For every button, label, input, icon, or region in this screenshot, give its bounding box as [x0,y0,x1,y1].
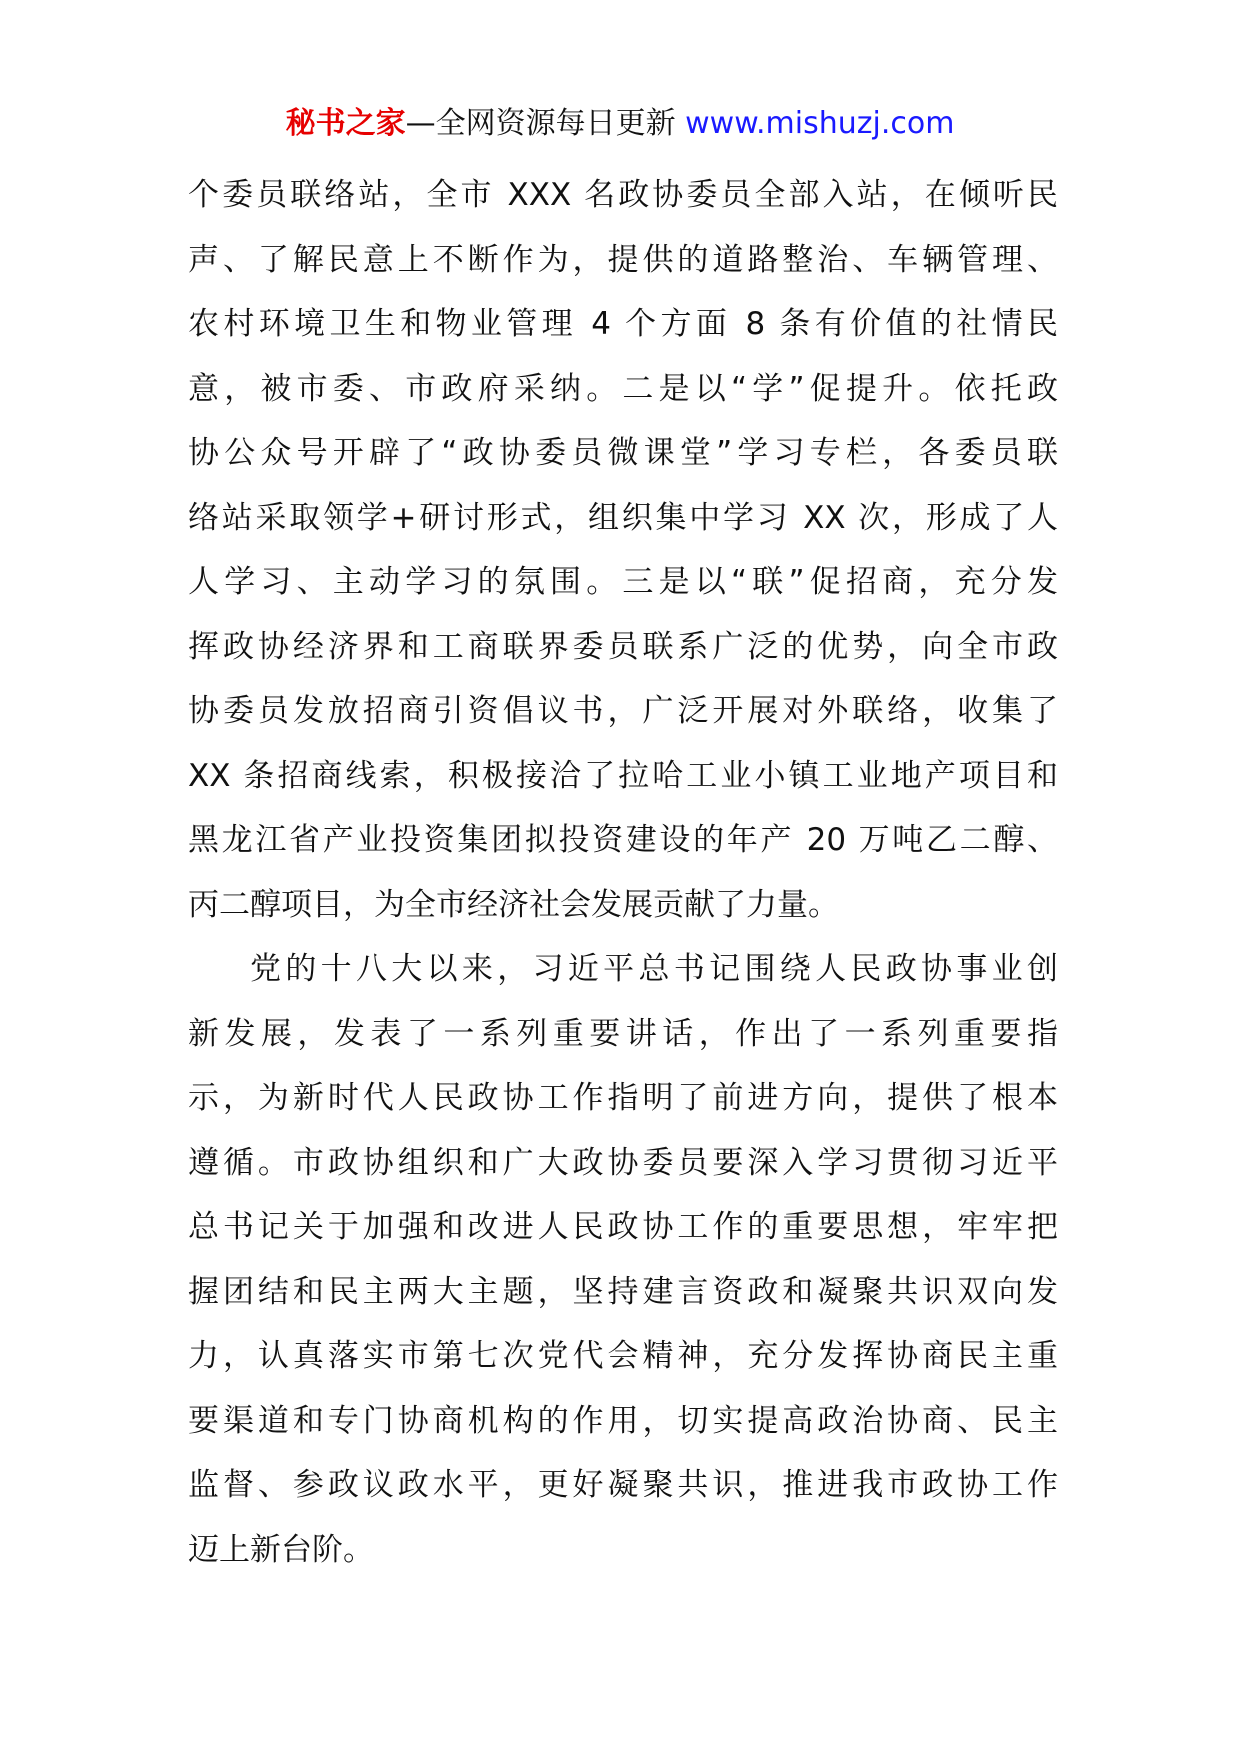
text-line: 党的十八大以来，习近平总书记围绕人民政协事业创 [250,951,1058,987]
site-header [0,104,1240,144]
text-line: 黑龙江省产业投资集团拟投资建设的年产 20 万吨乙二醇、 [188,822,1058,858]
text-line: 意，被市委、市政府采纳。二是以“学”促提升。依托政 [188,370,1058,407]
text-line: 协委员发放招商引资倡议书，广泛开展对外联络，收集了 [188,693,1058,729]
body-text [188,163,1058,1582]
text-line: 遵循。市政协组织和广大政协委员要深入学习贯彻习近平 [188,1144,1058,1181]
text-line: 络站采取领学+研讨形式，组织集中学习 XX 次，形成了人 [188,499,1058,536]
text-line: 监督、参政议政水平，更好凝聚共识，推进我市政协工作 [188,1467,1058,1503]
paragraph [188,163,1058,937]
text-line: 挥政协经济界和工商联界委员联系广泛的优势，向全市政 [188,628,1058,665]
text-line: 丙二醇项目，为全市经济社会发展贡献了力量。 [188,886,839,923]
text-line: 力，认真落实市第七次党代会精神，充分发挥协商民主重 [188,1338,1058,1374]
text-line: 声、了解民意上不断作为，提供的道路整治、车辆管理、 [188,241,1058,278]
text-line: 示，为新时代人民政协工作指明了前进方向，提供了根本 [188,1080,1058,1116]
site-url-link[interactable]: www.mishuzj.com [685,106,955,141]
paragraph [188,937,1058,1582]
text-line: 总书记关于加强和改进人民政协工作的重要思想，牢牢把 [188,1209,1058,1245]
text-line: 人学习、主动学习的氛围。三是以“联”促招商，充分发 [188,564,1058,600]
text-line: 迈上新台阶。 [188,1531,374,1568]
brand-name: 秘书之家 [285,106,406,141]
text-line: 农村环境卫生和物业管理 4 个方面 8 条有价值的社情民 [188,306,1058,342]
text-line: 握团结和民主两大主题，坚持建言资政和凝聚共识双向发 [188,1273,1058,1310]
text-line: 个委员联络站，全市 XXX 名政协委员全部入站，在倾听民 [188,177,1058,213]
text-line: XX 条招商线索，积极接洽了拉哈工业小镇工业地产项目和 [188,757,1058,794]
text-line: 要渠道和专门协商机构的作用，切实提高政治协商、民主 [188,1402,1058,1439]
text-line: 协公众号开辟了“政协委员微课堂”学习专栏，各委员联 [188,435,1058,471]
text-line: 新发展，发表了一系列重要讲话，作出了一系列重要指 [188,1015,1058,1052]
header-slogan: —全网资源每日更新 [405,106,676,141]
